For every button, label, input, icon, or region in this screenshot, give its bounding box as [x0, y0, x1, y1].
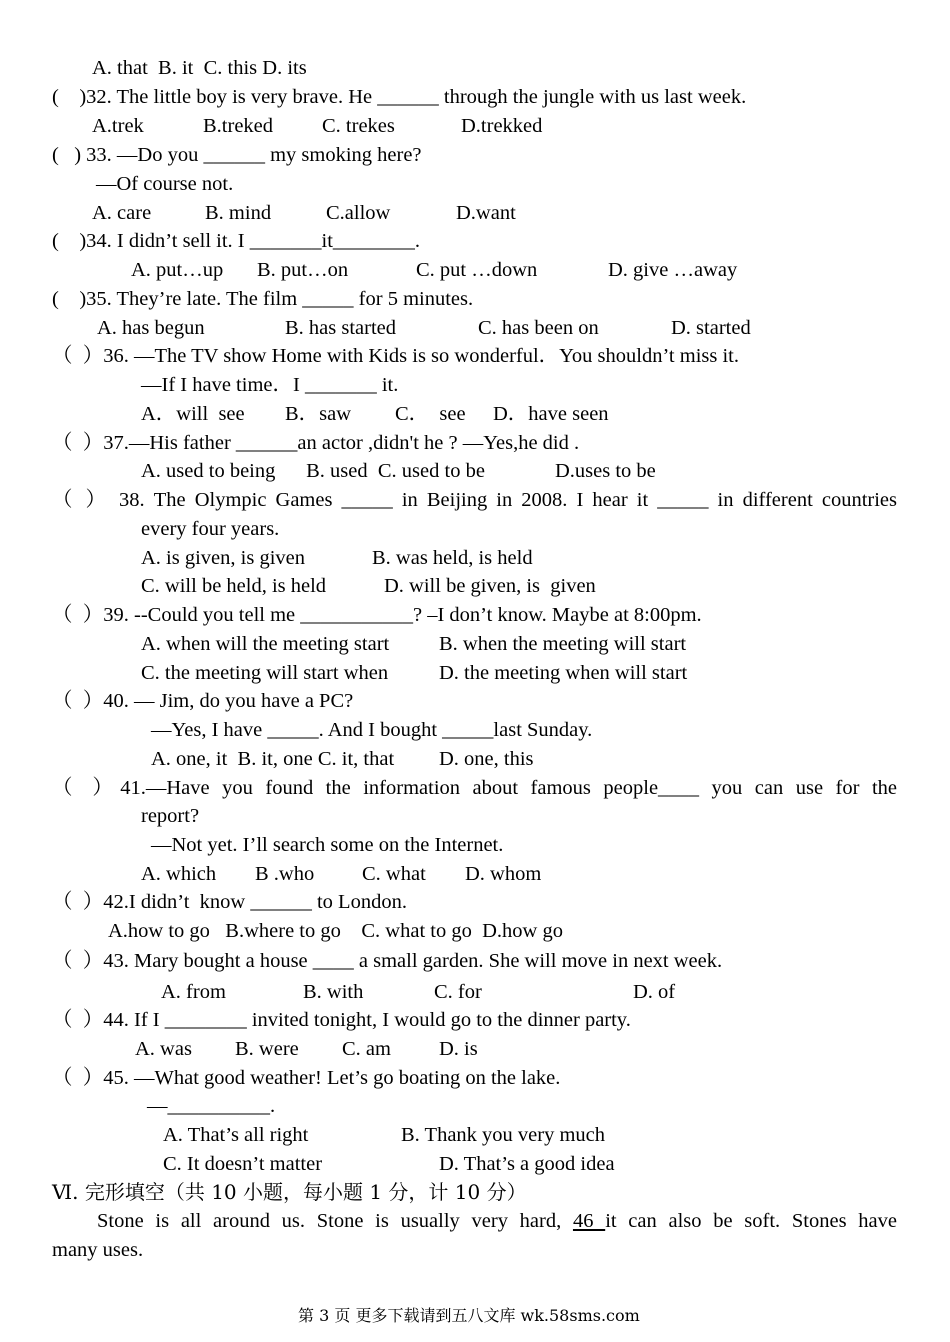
q41-option-d: D. whom [465, 863, 542, 885]
q41-reply: —Not yet. I’ll search some on the Internet. [151, 834, 504, 856]
q32-option-a: A.trek [92, 115, 144, 137]
q45-option-b: B. Thank you very much [401, 1124, 606, 1146]
q40-reply: —Yes, I have _____. And I bought _____last Sunday. [151, 719, 593, 741]
q33-stem: ( ) 33. —Do you ______ my smoking here? [52, 144, 422, 166]
q43-option-c: C. for [434, 981, 482, 1003]
q44-option-d: D. is [439, 1038, 478, 1060]
q35-option-a: A. has begun [97, 317, 205, 339]
q45-option-c: C. It doesn’t matter [163, 1153, 323, 1175]
section-6-paragraph-line-2: many uses. [52, 1239, 144, 1261]
q36-reply: —If I have time．I _______ it. [141, 374, 399, 396]
q39-option-a: A. when will the meeting start [141, 633, 390, 655]
q35-option-b: B. has started [285, 317, 397, 339]
q43-option-d: D. of [633, 981, 676, 1003]
blank-46: 46 [572, 1210, 606, 1232]
q44-option-b: B. were [235, 1038, 299, 1060]
q39-stem: （ ）39. --Could you tell me ___________? –I don’t know. Maybe at 8:00pm. [52, 604, 702, 626]
q42-options: A.how to go B.where to go C. what to go D.how go [108, 920, 563, 942]
q39-option-d: D. the meeting when will start [439, 662, 688, 684]
q39-option-b: B. when the meeting will start [439, 633, 687, 655]
q34-option-d: D. give …away [608, 259, 738, 281]
q33-option-c: C.allow [326, 202, 391, 224]
q37-stem: （ ）37.—His father ______an actor ,didn't he ? —Yes,he did . [52, 432, 580, 454]
q34-option-b: B. put…on [257, 259, 349, 281]
q35-option-c: C. has been on [478, 317, 599, 339]
q43-stem: （ ）43. Mary bought a house ____ a small garden. She will move in next week. [52, 950, 723, 972]
q41-stem: （ ）41.—Have you found the information about famous people____ you can use for the [52, 777, 897, 799]
q36-option-c: C． see [395, 403, 466, 425]
q44-option-c: C. am [342, 1038, 391, 1060]
q45-option-a: A. That’s all right [163, 1124, 309, 1146]
q40-option-d: D. one, this [439, 748, 534, 770]
q38-option-a: A. is given, is given [141, 547, 305, 569]
q33-option-d: D.want [456, 202, 516, 224]
q33-option-b: B. mind [205, 202, 272, 224]
q41-option-c: C. what [362, 863, 426, 885]
q36-option-d: D．have seen [493, 403, 609, 425]
q36-option-a: A．will see [141, 403, 245, 425]
q40-options-abc: A. one, it B. it, one C. it, that [151, 748, 395, 770]
q36-stem: （ ）36. —The TV show Home with Kids is so wonderful．You shouldn’t miss it. [52, 345, 739, 367]
q31-options: A. that B. it C. this D. its [92, 57, 307, 79]
q37-option-d: D.uses to be [555, 460, 656, 482]
q36-option-b: B．saw [285, 403, 352, 425]
q33-option-a: A. care [92, 202, 152, 224]
q44-stem: （ ）44. If I ________ invited tonight, I would go to the dinner party. [52, 1009, 631, 1031]
q38-option-c: C. will be held, is held [141, 575, 327, 597]
q38-option-d: D. will be given, is given [384, 575, 596, 597]
q32-option-d: D.trekked [461, 115, 543, 137]
q43-option-b: B. with [303, 981, 364, 1003]
q45-option-d: D. That’s a good idea [439, 1153, 615, 1175]
q32-stem: ( )32. The little boy is very brave. He ______ through the jungle with us last week. [52, 86, 747, 108]
q38-stem-continued: every four years. [141, 518, 280, 540]
paragraph-text-start: Stone is all around us. Stone is usually very hard, [97, 1210, 573, 1232]
section-6-paragraph [97, 1208, 897, 1234]
q44-option-a: A. was [135, 1038, 192, 1060]
q34-stem: ( )34. I didn’t sell it. I _______it________. [52, 230, 421, 252]
q35-option-d: D. started [671, 317, 751, 339]
q41-stem-continued: report? [141, 805, 200, 827]
q33-reply: —Of course not. [96, 173, 234, 195]
q43-option-a: A. from [161, 981, 226, 1003]
q35-stem: ( )35. They’re late. The film _____ for 5 minutes. [52, 288, 474, 310]
q37-options-abc: A. used to being B. used C. used to be [141, 460, 485, 482]
q32-option-b: B.treked [203, 115, 274, 137]
q39-option-c: C. the meeting will start when [141, 662, 389, 684]
q38-stem: （ ） 38. The Olympic Games _____ in Beijing in 2008. I hear it _____ in different countries [52, 489, 897, 511]
q34-option-c: C. put …down [416, 259, 538, 281]
q38-option-b: B. was held, is held [372, 547, 533, 569]
q41-option-b: B .who [255, 863, 315, 885]
q42-stem: （ ）42.I didn’t know ______ to London. [52, 891, 407, 913]
paragraph-text-end: it can also be soft. Stones have [605, 1210, 897, 1232]
q45-reply: —__________. [147, 1095, 276, 1117]
section-6-title: Ⅵ. 完形填空（共 10 小题，每小题 1 分，计 10 分） [52, 1180, 527, 1204]
page-footer: 第 3 页 更多下载请到五八文库 wk.58sms.com [298, 1306, 640, 1325]
q34-option-a: A. put…up [131, 259, 224, 281]
q41-option-a: A. which [141, 863, 217, 885]
q45-stem: （ ）45. —What good weather! Let’s go boating on the lake. [52, 1067, 561, 1089]
q40-stem: （ ）40. — Jim, do you have a PC? [52, 690, 354, 712]
q32-option-c: C. trekes [322, 115, 395, 137]
